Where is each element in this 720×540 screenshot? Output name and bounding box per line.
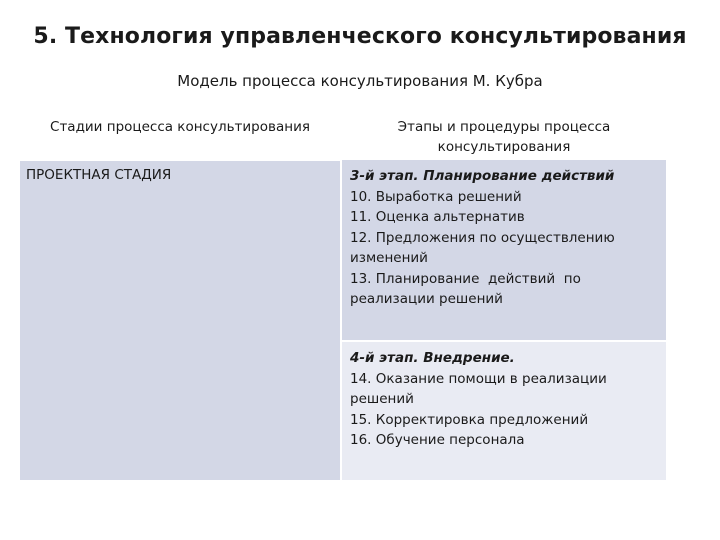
step-item: решений bbox=[350, 391, 414, 407]
step-heading-implementation: 4-й этап. Внедрение. bbox=[350, 350, 515, 366]
column-header-steps-line1: Этапы и процедуры процесса bbox=[397, 119, 611, 135]
step-item: 15. Корректировка предложений bbox=[350, 411, 589, 428]
page-title: 5. Технология управленческого консультирования bbox=[33, 24, 687, 49]
column-header-steps-line2: консультирования bbox=[437, 139, 571, 155]
step-cell-implementation bbox=[342, 342, 666, 480]
step-item: 12. Предложения по осуществлению bbox=[350, 229, 615, 246]
page-subtitle: Модель процесса консультирования М. Кубра bbox=[177, 72, 543, 90]
stage-label: ПРОЕКТНАЯ СТАДИЯ bbox=[26, 167, 172, 183]
step-cell-planning bbox=[342, 160, 666, 340]
step-item: 13. Планирование действий по bbox=[350, 270, 581, 287]
step-item: 14. Оказание помощи в реализации bbox=[350, 370, 607, 387]
column-header-steps bbox=[342, 117, 666, 157]
step-heading-planning: 3-й этап. Планирование действий bbox=[350, 168, 615, 184]
step-item: 16. Обучение персонала bbox=[350, 432, 525, 448]
consulting-model-table bbox=[20, 160, 666, 480]
step-item: 11. Оценка альтернатив bbox=[350, 209, 525, 225]
column-header-stages: Стадии процесса консультирования bbox=[50, 119, 310, 135]
step-item: 10. Выработка решений bbox=[350, 188, 522, 205]
step-item: реализации решений bbox=[350, 291, 503, 307]
step-item: изменений bbox=[350, 250, 428, 266]
stage-cell bbox=[20, 160, 340, 480]
